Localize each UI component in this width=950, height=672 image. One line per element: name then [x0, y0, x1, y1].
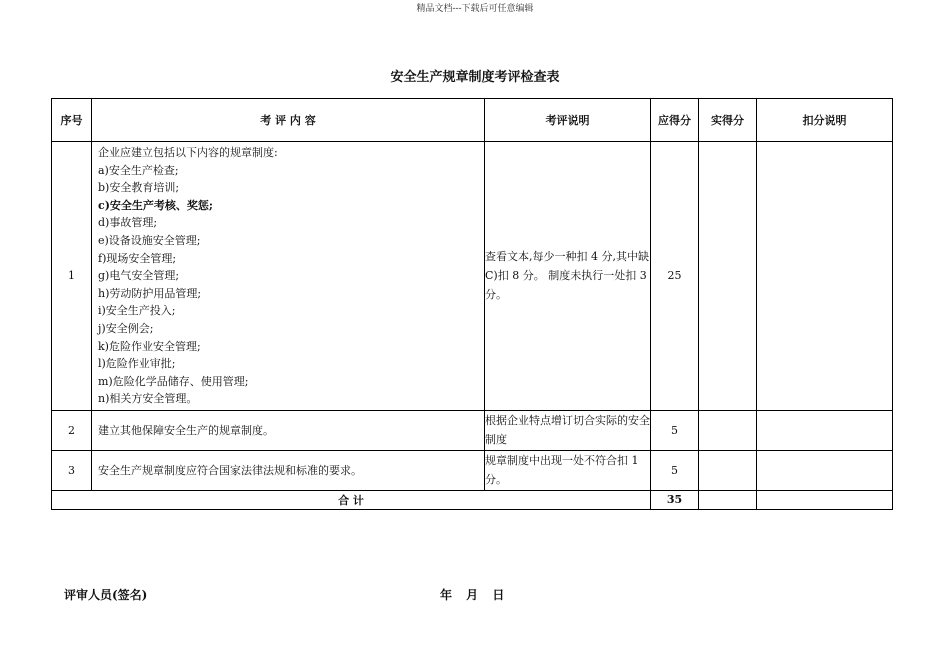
- list-item: h)劳动防护用品管理;: [98, 286, 202, 300]
- row-due-score: 5: [651, 450, 699, 490]
- list-item: b)安全教育培训;: [98, 181, 180, 195]
- list-item: m)危险化学品储存、使用管理;: [98, 374, 249, 388]
- list-item: i)安全生产投入;: [98, 304, 176, 318]
- regulation-list: [92, 142, 484, 410]
- row-content: [92, 142, 485, 411]
- table-header-row: [52, 99, 893, 142]
- list-item: c)安全生产考核、奖惩;: [98, 198, 213, 212]
- date-label: 年 月 日: [440, 588, 505, 602]
- header-deduction-note: 扣分说明: [757, 99, 893, 142]
- total-actual-score: [699, 490, 757, 509]
- list-item: k)危险作业安全管理;: [98, 339, 201, 353]
- list-item: g)电气安全管理;: [98, 269, 180, 283]
- row-seq: 3: [52, 450, 92, 490]
- total-row: [52, 490, 893, 509]
- row-deduction-note: [757, 450, 893, 490]
- header-desc: 考评说明: [485, 99, 651, 142]
- list-item: a)安全生产检查;: [98, 163, 179, 177]
- total-value: 35: [651, 490, 699, 509]
- total-deduction-note: [757, 490, 893, 509]
- row-actual-score: [699, 410, 757, 450]
- header-actual-score: 实得分: [699, 99, 757, 142]
- table-row: [52, 410, 893, 450]
- watermark-text: 精品文档---下载后可任意编辑: [416, 4, 534, 14]
- header-content: 考 评 内 容: [92, 99, 485, 142]
- header-seq: 序号: [52, 99, 92, 142]
- row-desc: 规章制度中出现一处不符合扣 1 分。: [485, 450, 651, 490]
- list-item: d)事故管理;: [98, 216, 158, 230]
- row-desc: 根据企业特点增订切合实际的安全制度: [485, 410, 651, 450]
- table-row: [52, 450, 893, 490]
- row-actual-score: [699, 450, 757, 490]
- list-intro: 企业应建立包括以下内容的规章制度:: [98, 146, 278, 159]
- row-due-score: 25: [651, 142, 699, 411]
- evaluation-table: [51, 98, 893, 510]
- row-deduction-note: [757, 142, 893, 411]
- row-deduction-note: [757, 410, 893, 450]
- row-actual-score: [699, 142, 757, 411]
- row-content: 安全生产规章制度应符合国家法律法规和标准的要求。: [92, 450, 485, 490]
- list-item: n)相关方安全管理。: [98, 392, 198, 406]
- reviewer-signature-label: 评审人员(签名): [64, 588, 148, 602]
- list-item: j)安全例会;: [98, 321, 154, 335]
- row-desc: 查看文本,每少一种扣 4 分,其中缺 C)扣 8 分。 制度未执行一处扣 3 分。: [485, 142, 651, 411]
- list-item: e)设备设施安全管理;: [98, 233, 201, 247]
- list-item: f)现场安全管理;: [98, 251, 177, 265]
- row-content: 建立其他保障安全生产的规章制度。: [92, 410, 485, 450]
- header-due-score: 应得分: [651, 99, 699, 142]
- row-due-score: 5: [651, 410, 699, 450]
- list-item: l)危险作业审批;: [98, 357, 176, 371]
- total-label: 合 计: [52, 490, 651, 509]
- table-row: [52, 142, 893, 411]
- row-seq: 1: [52, 142, 92, 411]
- page-title: 安全生产规章制度考评检查表: [390, 70, 560, 85]
- row-seq: 2: [52, 410, 92, 450]
